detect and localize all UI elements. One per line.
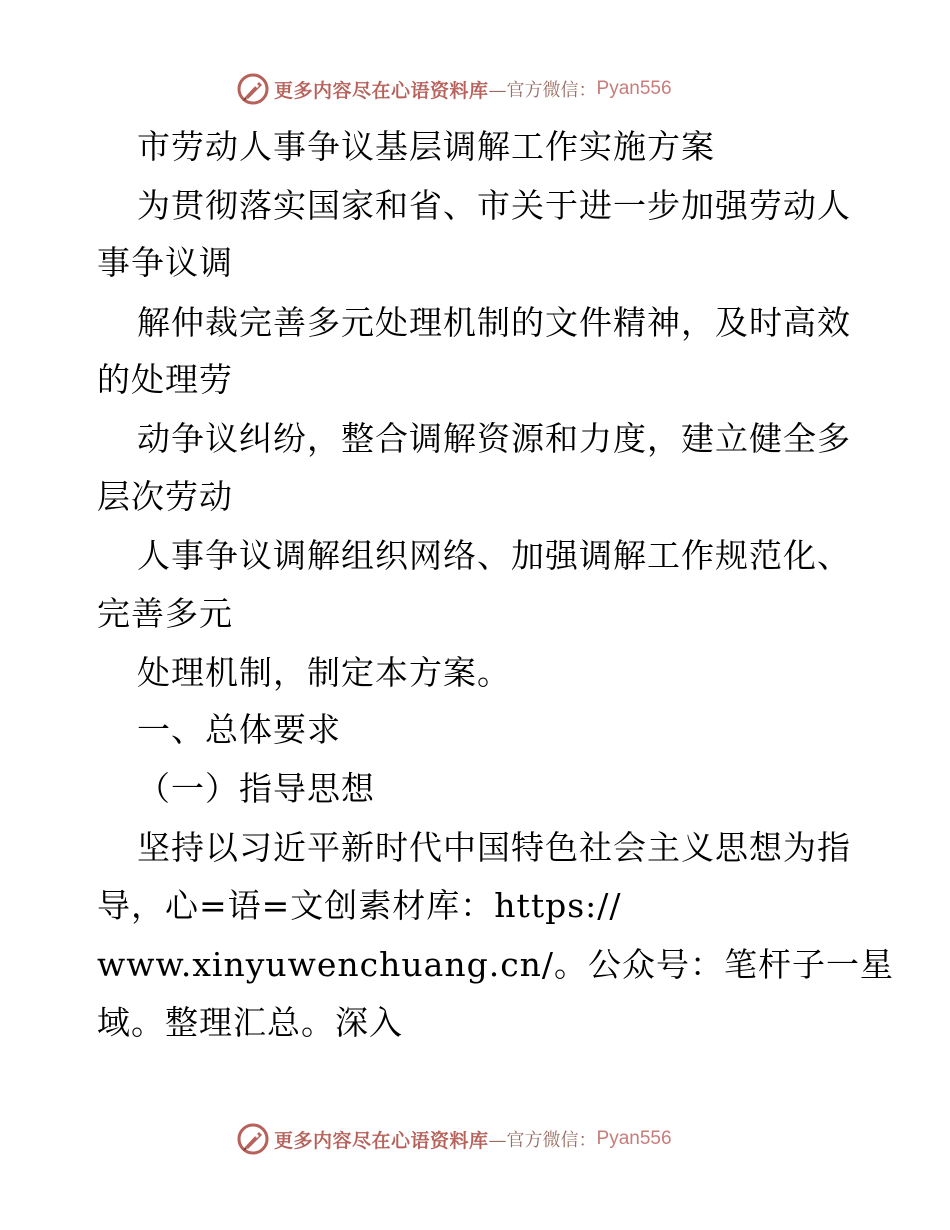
- pen-nib-logo-icon: [236, 72, 270, 106]
- paragraph-line: 坚持以习近平新时代中国特色社会主义思想为指: [137, 828, 851, 867]
- paragraph-line: 的处理劳: [97, 360, 233, 399]
- section-heading: 一、总体要求: [137, 710, 341, 749]
- subsection-heading: （一）指导思想: [137, 769, 375, 808]
- paragraph-line: 人事争议调解组织网络、加强调解工作规范化、: [137, 536, 851, 575]
- paragraph-line: 动争议纠纷，整合调解资源和力度，建立健全多: [137, 419, 851, 458]
- banner-wechat-id: Pyan556: [596, 78, 672, 99]
- footer-banner: [0, 1120, 950, 1160]
- pen-nib-logo-icon: [236, 1122, 270, 1156]
- paragraph-line: www.xinyuwenchuang.cn/。公众号：笔杆子一星: [97, 945, 895, 984]
- paragraph-line: 导，心=语=文创素材库：https://: [97, 886, 622, 925]
- banner-subtitle: —官方微信：: [488, 80, 597, 101]
- banner-title: 更多内容尽在心语资料库: [274, 1129, 489, 1152]
- paragraph-line: 完善多元: [97, 594, 233, 633]
- paragraph-line: 解仲裁完善多元处理机制的文件精神，及时高效: [137, 303, 851, 342]
- paragraph-line: 事争议调: [97, 243, 233, 282]
- document-title: 市劳动人事争议基层调解工作实施方案: [137, 127, 715, 166]
- banner-wechat-id: Pyan556: [596, 1128, 672, 1149]
- banner-subtitle: —官方微信：: [488, 1130, 597, 1151]
- paragraph-line: 域。整理汇总。深入: [97, 1003, 403, 1042]
- paragraph-line: 层次劳动: [97, 477, 233, 516]
- banner-title: 更多内容尽在心语资料库: [274, 79, 489, 102]
- header-banner: [0, 70, 950, 110]
- paragraph-line: 为贯彻落实国家和省、市关于进一步加强劳动人: [137, 186, 851, 225]
- paragraph-line: 处理机制，制定本方案。: [137, 653, 511, 692]
